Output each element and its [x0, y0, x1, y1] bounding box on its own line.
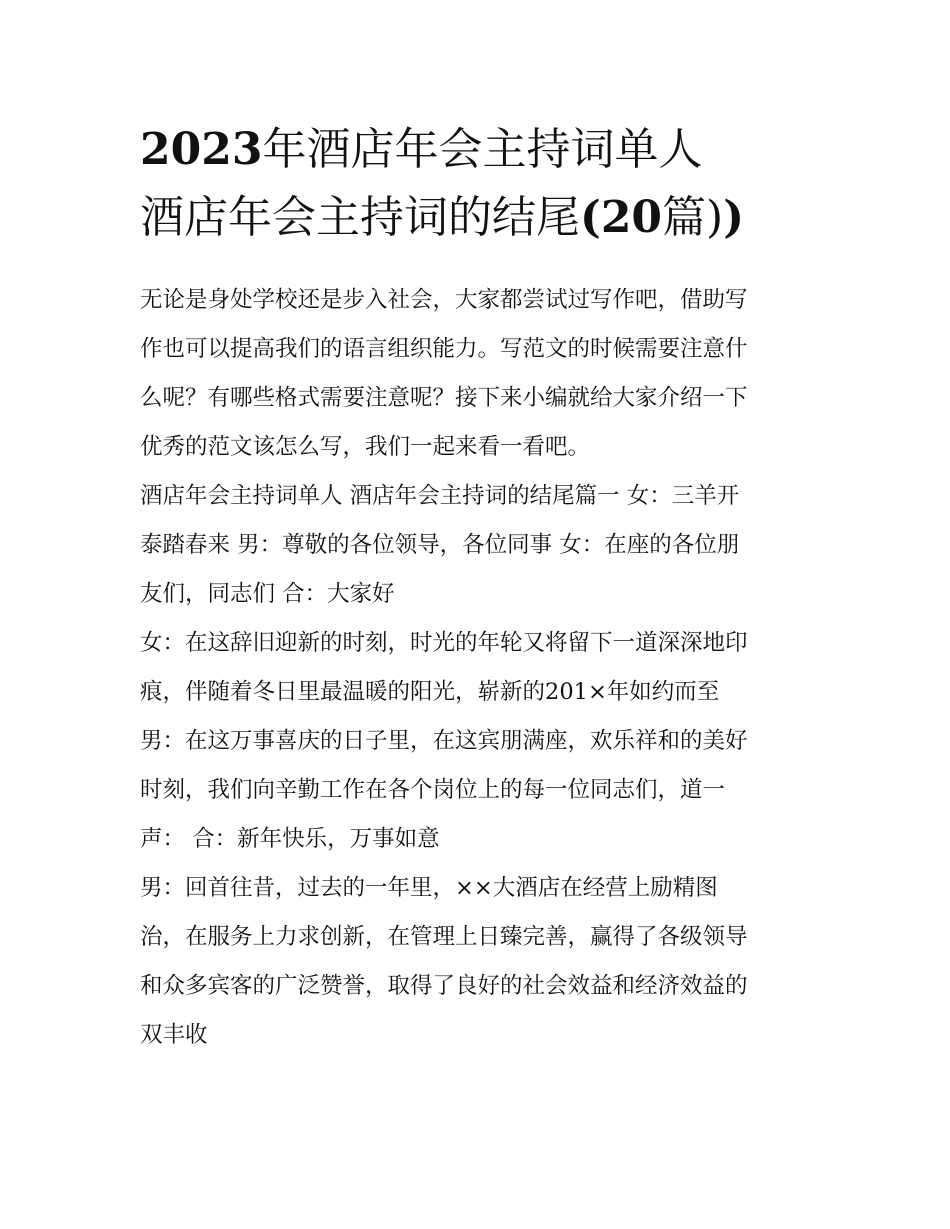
- text-line: 么呢？有哪些格式需要注意呢？接下来小编就给大家介绍一下: [140, 385, 748, 411]
- title-text: 酒店年会主持词的结尾: [140, 192, 580, 243]
- body-paragraph: [140, 717, 820, 864]
- text-line: 男：在这万事喜庆的日子里，在这宾朋满座，欢乐祥和的美好: [140, 728, 748, 754]
- body-paragraph: [140, 864, 820, 1060]
- intro-paragraph: [140, 276, 820, 472]
- text-line: 双丰收: [140, 1022, 208, 1048]
- body-paragraph: [140, 472, 820, 619]
- document-body: [140, 276, 820, 1060]
- text-line: 泰踏春来 男：尊敬的各位领导，各位同事 女：在座的各位朋: [140, 532, 740, 558]
- text-line: 和众多宾客的广泛赞誉，取得了良好的社会效益和经济效益的: [140, 973, 748, 999]
- text-line: 酒店年会主持词单人 酒店年会主持词的结尾篇一 女：三羊开: [140, 483, 740, 509]
- text-line: 治，在服务上力求创新，在管理上日臻完善，赢得了各级领导: [140, 924, 748, 950]
- text-line: 女：在这辞旧迎新的时刻，时光的年轮又将留下一道深深地印: [140, 630, 748, 656]
- document-title: [140, 116, 820, 252]
- text-line: 男：回首往昔，过去的一年里，××大酒店在经营上励精图: [140, 875, 718, 901]
- text-line: 优秀的范文该怎么写，我们一起来看一看吧。: [140, 434, 591, 460]
- title-line-1: [140, 116, 820, 184]
- text-line: 痕，伴随着冬日里最温暖的阳光，崭新的201×年如约而至: [140, 679, 720, 705]
- title-text: 篇): [662, 192, 724, 243]
- title-count: (20: [580, 192, 663, 243]
- title-text: 年酒店年会主持词单人: [262, 124, 703, 175]
- body-paragraph: [140, 619, 820, 717]
- text-line: 时刻，我们向辛勤工作在各个岗位上的每一位同志们，道一: [140, 777, 726, 803]
- title-line-2: [140, 184, 820, 252]
- text-line: 声： 合：新年快乐，万事如意: [140, 826, 440, 852]
- text-line: 作也可以提高我们的语言组织能力。写范文的时候需要注意什: [140, 336, 748, 362]
- text-line: 友们，同志们 合：大家好: [140, 581, 395, 607]
- title-year: 2023: [140, 124, 263, 175]
- title-close-paren: ): [723, 192, 745, 243]
- text-line: 无论是身处学校还是步入社会，大家都尝试过写作吧，借助写: [140, 287, 748, 313]
